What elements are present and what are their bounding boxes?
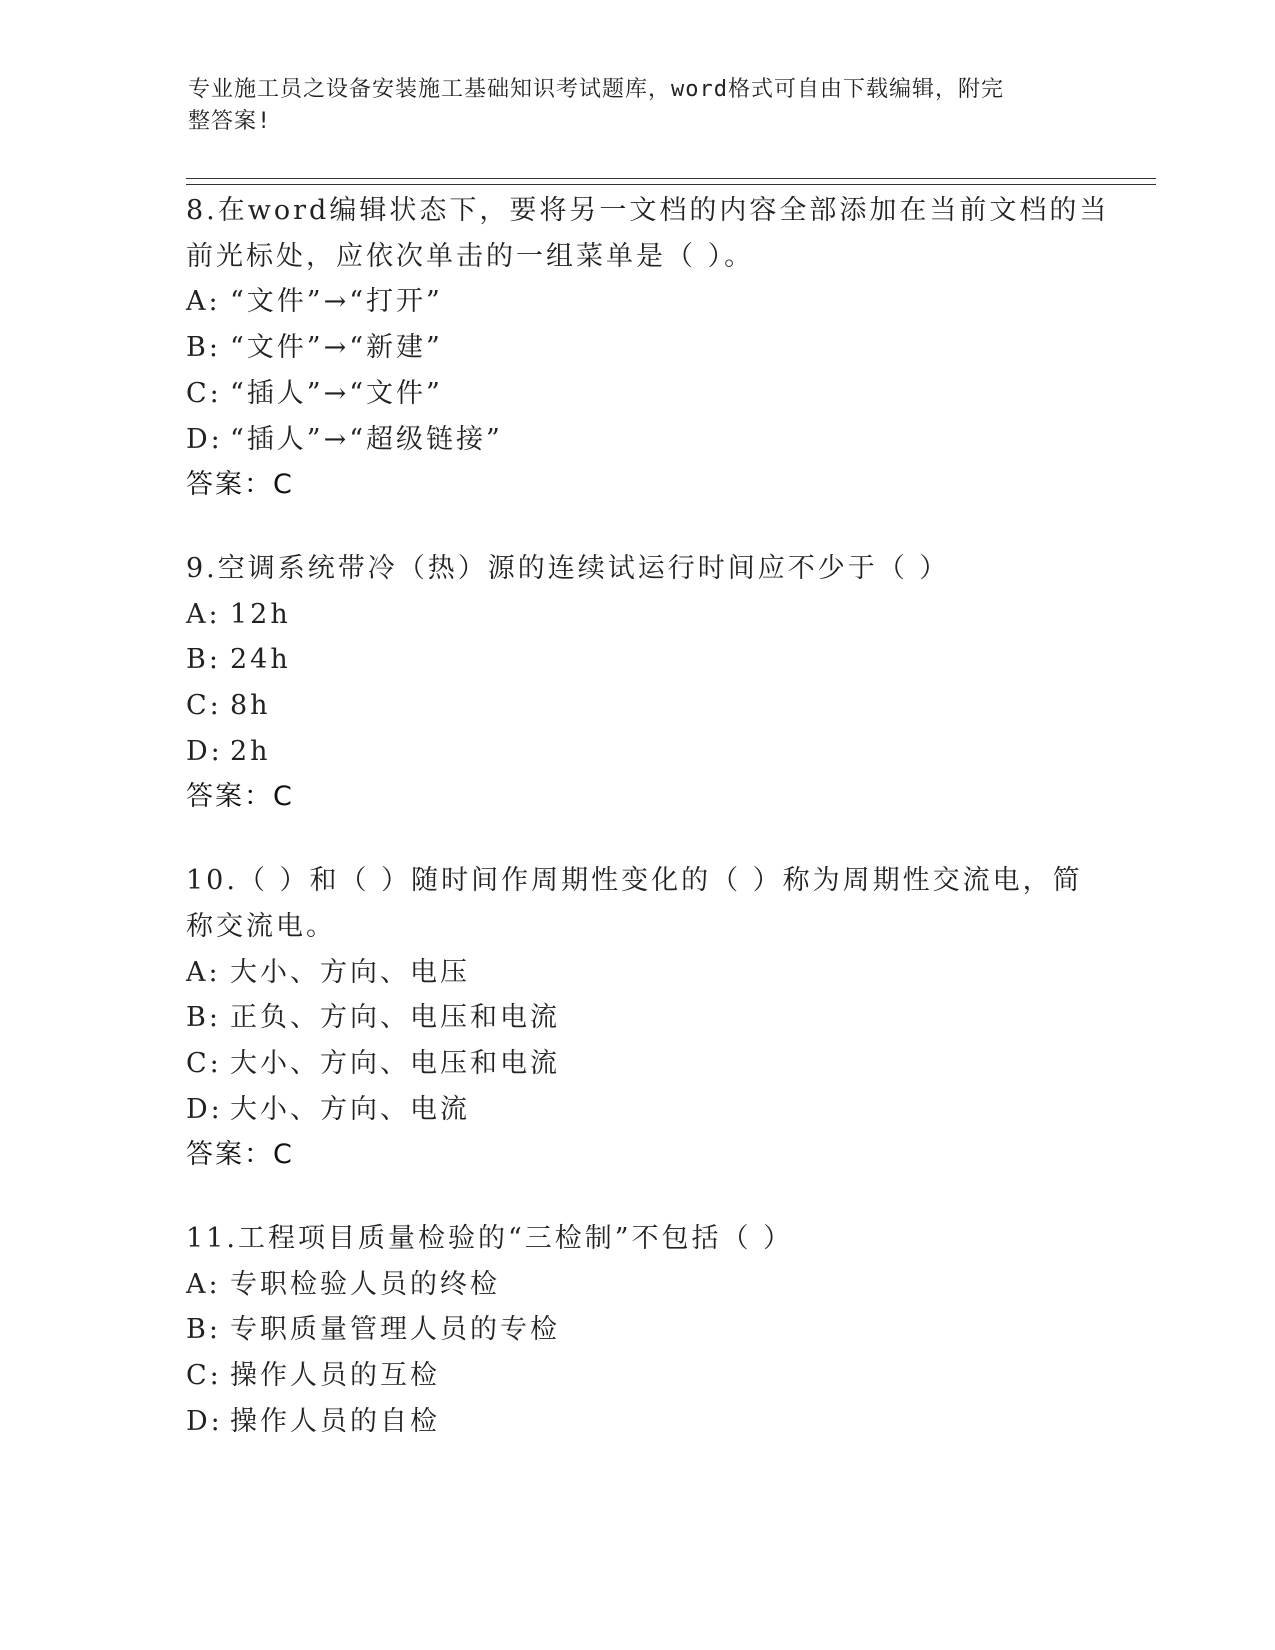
question-stem-line-1: 9.空调系统带冷（热）源的连续试运行时间应不少于（ ） [186, 552, 950, 584]
option-key: C: [186, 1360, 222, 1392]
option-key: A: [186, 598, 221, 630]
question-11 [186, 1216, 1086, 1445]
option-key: B: [186, 1314, 221, 1346]
option-c [186, 683, 1086, 729]
document-header [188, 74, 1068, 138]
header-double-rule [186, 178, 1156, 185]
answer-line: 答案：C [186, 781, 294, 813]
option-key: D: [186, 1405, 223, 1437]
option-key: B: [186, 644, 221, 676]
option-b [186, 325, 1086, 371]
option-b [186, 637, 1086, 683]
option-c [186, 1353, 1086, 1399]
option-key: D: [186, 1093, 223, 1125]
option-key: A: [186, 286, 221, 318]
option-text: “文件”→“打开” [230, 286, 443, 318]
option-key: A: [186, 1268, 221, 1300]
option-d [186, 1087, 1086, 1133]
option-key: B: [186, 1002, 221, 1034]
option-text: 12h [230, 598, 291, 630]
question-stem-line-1: 10.（ ）和（ ）随时间作周期性变化的（ ）称为周期性交流电，简 [186, 865, 1083, 897]
question-stem-line-2: 前光标处，应依次单击的一组菜单是（ ）。 [186, 240, 755, 272]
option-key: A: [186, 956, 221, 988]
question-10 [186, 858, 1086, 1178]
question-stem-line-2: 称交流电。 [186, 910, 336, 942]
option-text: 专职检验人员的终检 [230, 1268, 500, 1300]
option-text: “插人”→“超级链接” [230, 423, 503, 455]
question-8 [186, 188, 1110, 508]
option-text: 操作人员的互检 [230, 1360, 440, 1392]
option-a [186, 592, 1086, 638]
question-stem-line-1: 8.在word编辑状态下，要将另一文档的内容全部添加在当前文档的当 [186, 195, 1110, 226]
question-9 [186, 546, 1086, 820]
option-text: 2h [230, 735, 271, 767]
option-c [186, 1041, 1086, 1087]
option-b [186, 1307, 1086, 1353]
option-d [186, 1399, 1086, 1445]
option-text: 操作人员的自检 [230, 1405, 440, 1437]
option-key: D: [186, 423, 223, 455]
option-text: 大小、方向、电流 [230, 1093, 470, 1125]
option-text: 8h [230, 690, 271, 722]
question-list [186, 188, 1110, 1483]
option-text: 专职质量管理人员的专检 [230, 1314, 560, 1346]
option-key: C: [186, 1047, 222, 1079]
option-text: “文件”→“新建” [230, 332, 443, 364]
option-a [186, 1262, 1086, 1308]
option-text: 大小、方向、电压和电流 [230, 1047, 560, 1079]
option-key: B: [186, 332, 221, 364]
option-key: C: [186, 690, 222, 722]
option-text: 正负、方向、电压和电流 [230, 1002, 560, 1034]
question-stem-line-1: 11.工程项目质量检验的“三检制”不包括（ ） [186, 1223, 794, 1255]
option-d [186, 417, 1086, 463]
option-a [186, 279, 1086, 325]
answer-line: 答案：C [186, 469, 294, 501]
header-title-line-1: 专业施工员之设备安装施工基础知识考试题库，word格式可自由下载编辑，附完 [188, 77, 1004, 102]
option-key: C: [186, 377, 222, 409]
option-text: “插人”→“文件” [230, 377, 443, 409]
option-a [186, 950, 1086, 996]
header-title-line-2: 整答案! [188, 109, 272, 134]
option-key: D: [186, 735, 223, 767]
option-b [186, 995, 1086, 1041]
option-text: 24h [230, 644, 291, 676]
option-d [186, 729, 1086, 775]
option-text: 大小、方向、电压 [230, 956, 470, 988]
option-c [186, 371, 1086, 417]
answer-line: 答案：C [186, 1139, 294, 1171]
